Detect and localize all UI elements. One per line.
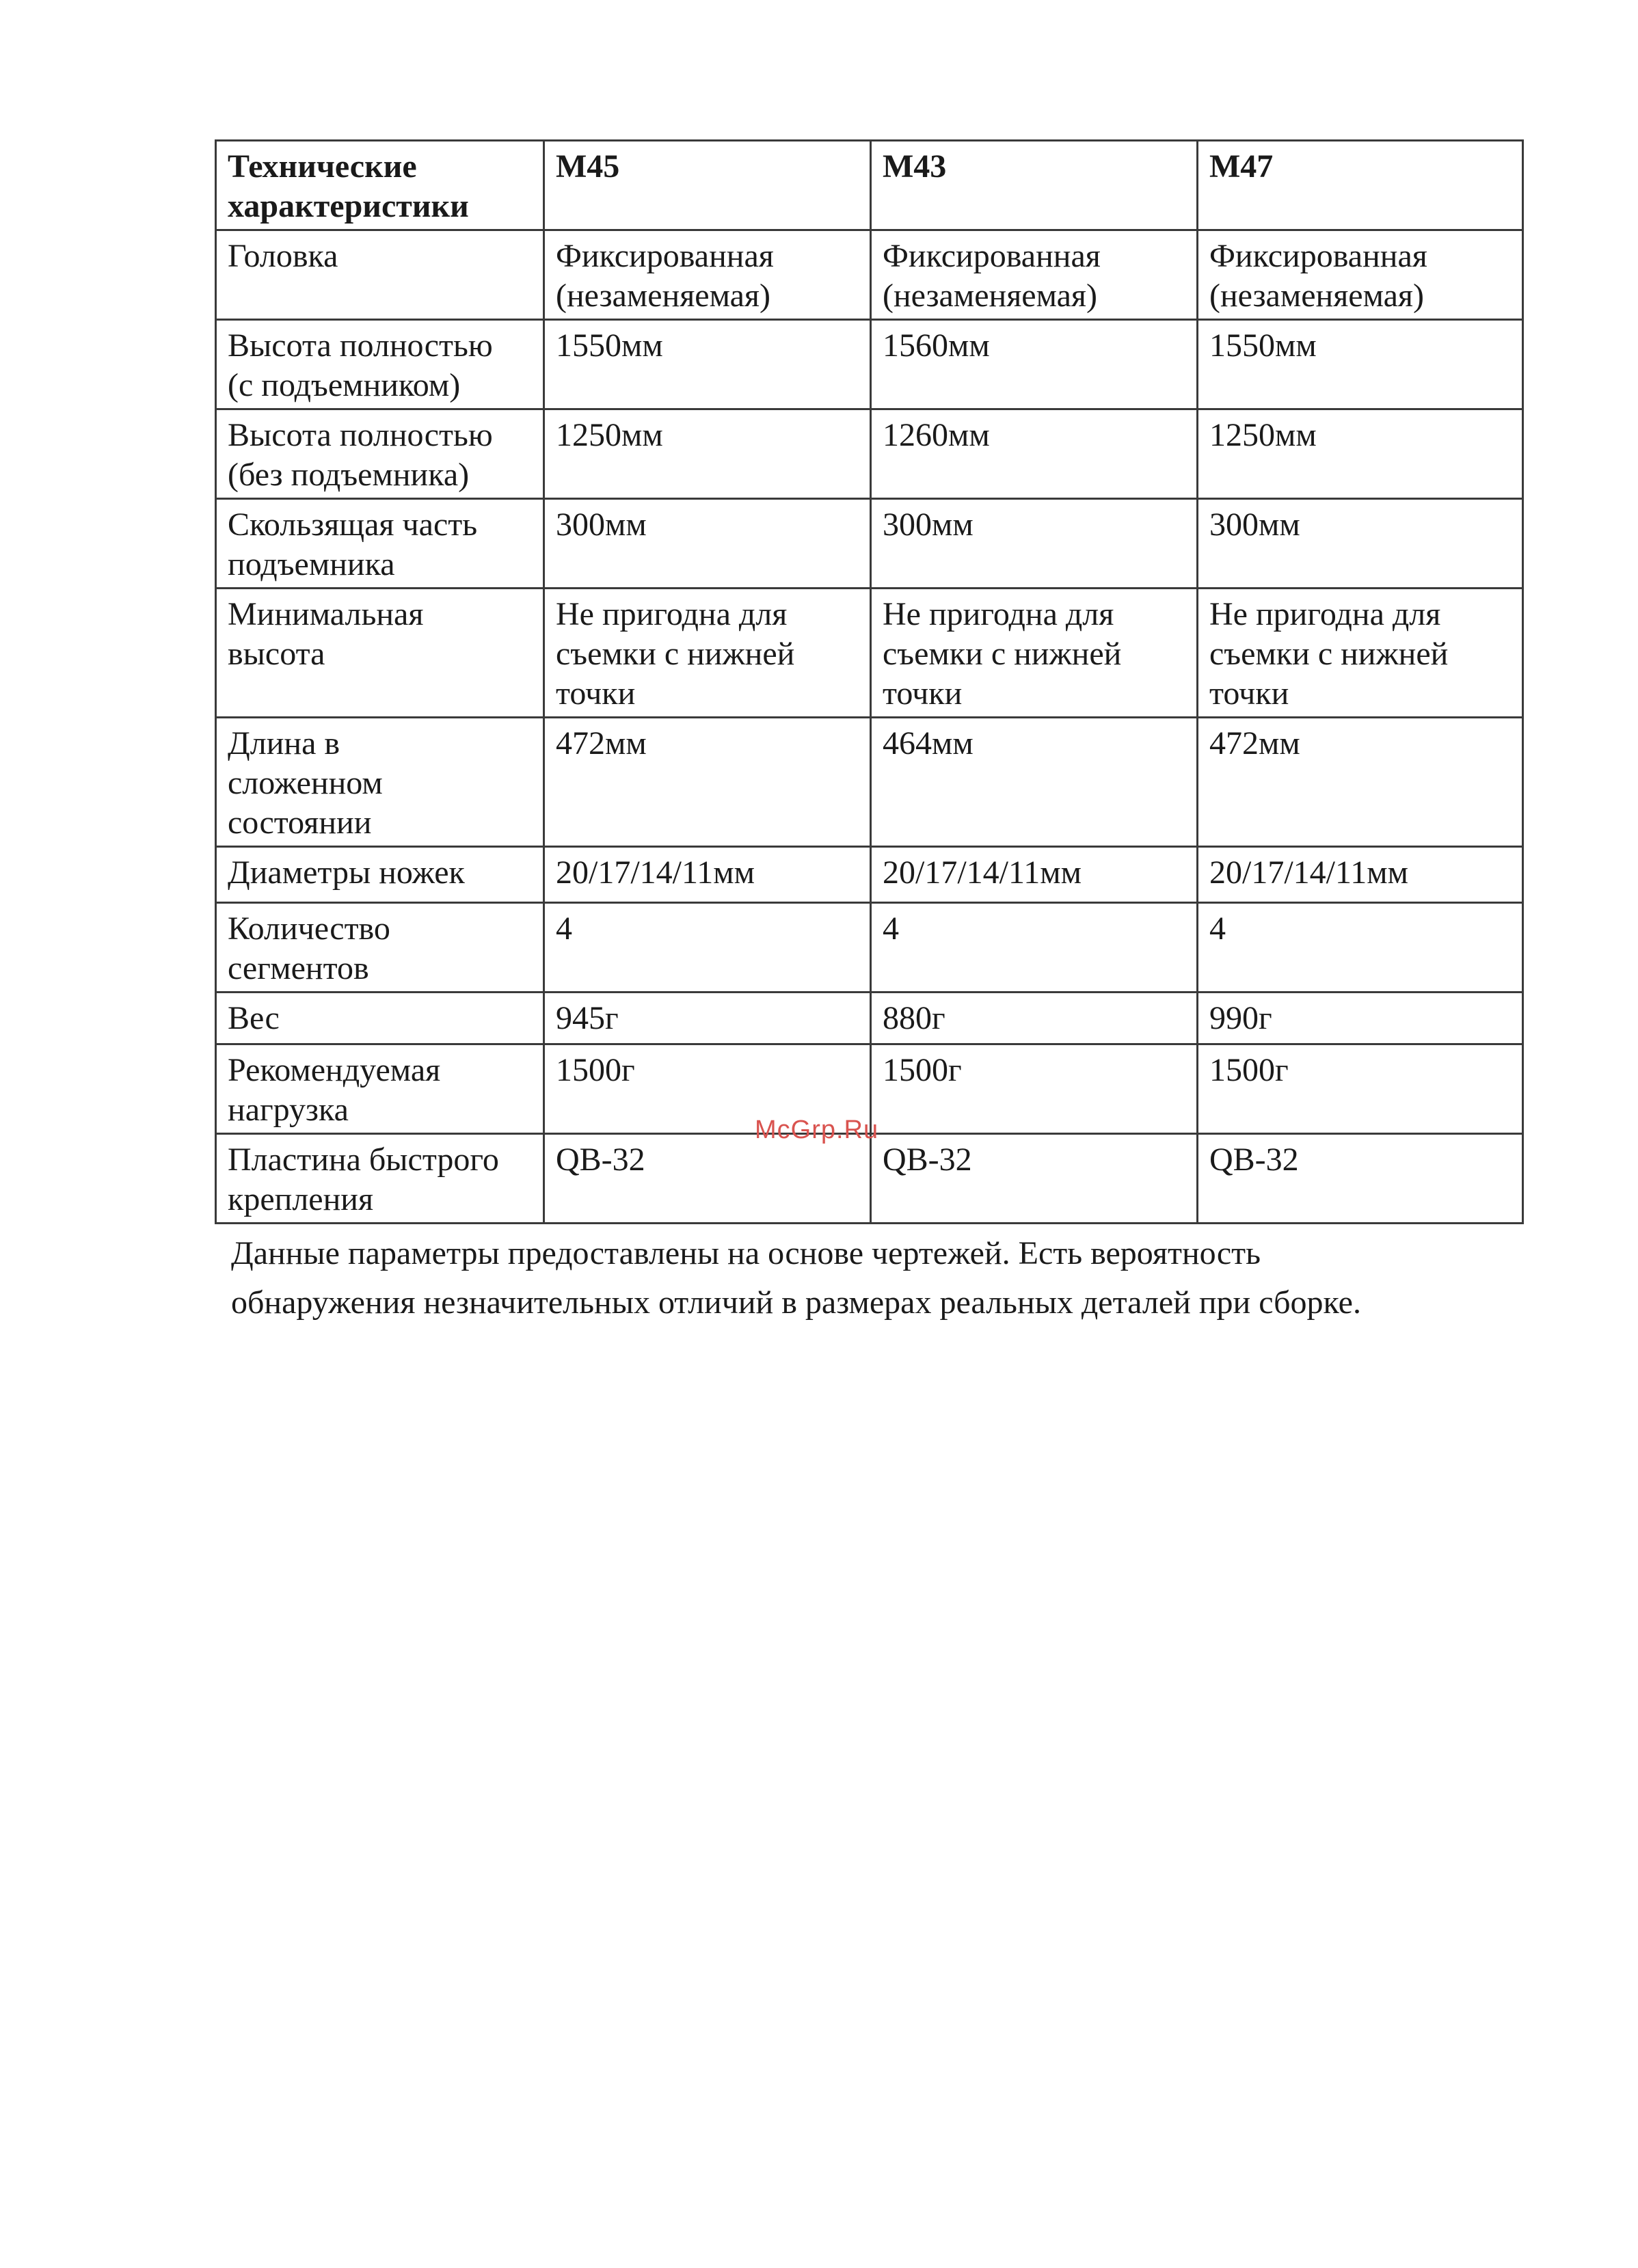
row-label-cell [216,230,544,320]
row-label-cell [216,903,544,993]
cell-text: 20/17/14/11мм [556,854,755,891]
cell-text: (с подъемником) [228,367,461,403]
cell-text: Диаметры ножек [228,854,465,891]
header-cell-label [216,141,544,230]
cell-text: 300мм [1209,507,1300,543]
cell-text: Высота полностью [228,327,493,364]
cell-text: съемки с нижней [1209,636,1449,672]
row-value-cell [1198,1044,1523,1134]
cell-text: Минимальная [228,596,424,632]
row-label-cell [216,589,544,718]
cell-text: Не пригодна для [1209,596,1441,632]
table-row [216,499,1523,589]
row-label-cell [216,847,544,903]
row-value-cell [871,903,1198,993]
cell-text: съемки с нижней [883,636,1122,672]
cell-text: точки [1209,675,1289,712]
cell-text: 1550мм [556,327,663,364]
footnote [231,1229,1530,1327]
cell-text: 1500г [1209,1052,1289,1088]
cell-text: Количество [228,910,390,947]
row-value-cell [544,718,871,847]
cell-text: Рекомендуемая [228,1052,441,1088]
row-value-cell [544,230,871,320]
cell-text: Не пригодна для [883,596,1114,632]
row-label-cell [216,409,544,499]
cell-text: 4 [883,910,899,947]
header-cell-model [544,141,871,230]
table-row [216,903,1523,993]
cell-text: 1500г [883,1052,962,1088]
header-cell-text: М45 [556,148,620,185]
row-value-cell [544,903,871,993]
cell-text: 880г [883,1000,945,1036]
row-value-cell [1198,230,1523,320]
row-value-cell [871,1044,1198,1134]
table-row [216,1134,1523,1224]
cell-text: Не пригодна для [556,596,788,632]
row-value-cell [871,718,1198,847]
cell-text: QB-32 [1209,1142,1299,1178]
header-cell-text: М47 [1209,148,1274,185]
cell-text: 945г [556,1000,619,1036]
row-value-cell [544,1134,871,1224]
table-row [216,230,1523,320]
cell-text: 464мм [883,725,974,761]
row-value-cell [544,320,871,409]
row-value-cell [1198,903,1523,993]
cell-text: 300мм [556,507,647,543]
table-row [216,320,1523,409]
table-row [216,589,1523,718]
cell-text: съемки с нижней [556,636,795,672]
row-value-cell [871,589,1198,718]
row-value-cell [871,993,1198,1044]
cell-text: Высота полностью [228,417,493,453]
row-value-cell [544,589,871,718]
header-cell-model [871,141,1198,230]
cell-text: высота [228,636,325,672]
row-value-cell [1198,847,1523,903]
cell-text: подъемника [228,546,395,582]
cell-text: 1250мм [556,417,663,453]
cell-text: Вес [228,1000,280,1036]
row-value-cell [1198,1134,1523,1224]
cell-text: (незаменяемая) [556,278,770,314]
header-cell-text: М43 [883,148,947,185]
cell-text: 20/17/14/11мм [1209,854,1408,891]
spec-table [215,139,1524,1224]
row-label-cell [216,320,544,409]
row-value-cell [871,1134,1198,1224]
cell-text: Длина в [228,725,340,761]
cell-text: 20/17/14/11мм [883,854,1082,891]
row-value-cell [1198,409,1523,499]
table-row [216,993,1523,1044]
footnote-line: обнаружения незначительных отличий в размерах реальных деталей при сборке. [231,1284,1361,1321]
row-value-cell [871,499,1198,589]
cell-text: 472мм [556,725,647,761]
cell-text: 1260мм [883,417,990,453]
cell-text: 300мм [883,507,974,543]
table-row [216,409,1523,499]
cell-text: крепления [228,1181,374,1217]
footnote-line: Данные параметры предоставлены на основе чертежей. Есть вероятность [231,1235,1261,1271]
cell-text: 1560мм [883,327,990,364]
header-cell-text: характеристики [228,188,469,224]
cell-text: Фиксированная [1209,238,1427,274]
row-value-cell [1198,718,1523,847]
row-value-cell [871,409,1198,499]
spec-table-header [216,141,1523,230]
watermark: McGrp.Ru [755,1116,879,1144]
row-label-cell [216,1134,544,1224]
header-cell-text: Технические [228,148,417,185]
cell-text: 4 [1209,910,1226,947]
cell-text: 1250мм [1209,417,1317,453]
cell-text: Фиксированная [556,238,774,274]
row-label-cell [216,499,544,589]
row-value-cell [544,993,871,1044]
cell-text: (незаменяемая) [883,278,1097,314]
cell-text: (без подъемника) [228,457,470,493]
cell-text: Пластина быстрого [228,1142,499,1178]
spec-table-body [216,230,1523,1224]
header-cell-model [1198,141,1523,230]
row-value-cell [871,847,1198,903]
cell-text: Фиксированная [883,238,1101,274]
cell-text: 1550мм [1209,327,1317,364]
cell-text: 1500г [556,1052,635,1088]
header-row [216,141,1523,230]
cell-text: точки [556,675,636,712]
row-value-cell [544,409,871,499]
row-value-cell [1198,589,1523,718]
cell-text: Головка [228,238,338,274]
row-value-cell [544,499,871,589]
cell-text: QB-32 [883,1142,972,1178]
cell-text: QB-32 [556,1142,645,1178]
row-value-cell [1198,320,1523,409]
row-value-cell [1198,993,1523,1044]
cell-text: сложенном [228,765,383,801]
cell-text: Скользящая часть [228,507,478,543]
cell-text: 990г [1209,1000,1272,1036]
cell-text: 4 [556,910,572,947]
table-row [216,847,1523,903]
table-row [216,718,1523,847]
row-value-cell [1198,499,1523,589]
row-value-cell [871,230,1198,320]
cell-text: состоянии [228,805,372,841]
row-value-cell [871,320,1198,409]
row-value-cell [544,847,871,903]
cell-text: нагрузка [228,1092,349,1128]
cell-text: точки [883,675,963,712]
cell-text: (незаменяемая) [1209,278,1424,314]
cell-text: сегментов [228,950,369,986]
row-label-cell [216,1044,544,1134]
cell-text: 472мм [1209,725,1300,761]
row-label-cell [216,993,544,1044]
row-label-cell [216,718,544,847]
